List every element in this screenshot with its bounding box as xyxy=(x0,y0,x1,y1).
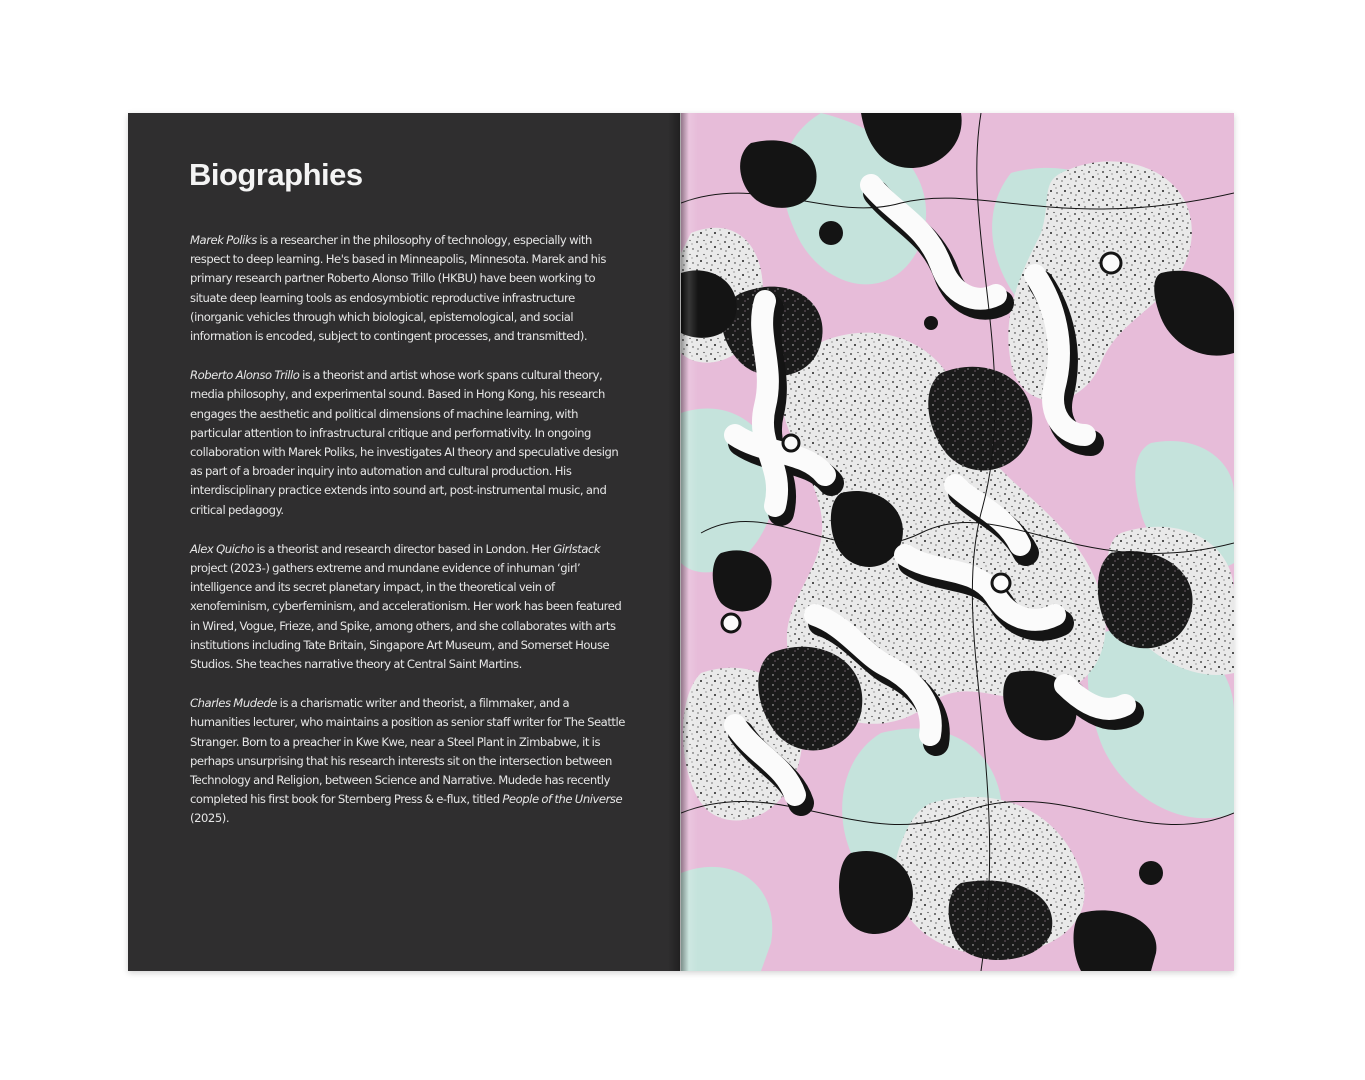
left-page xyxy=(128,113,680,971)
bio-text: project (2023-) gathers extreme and mundane evidence of inhuman ‘girl’ intelligence and its secret planetary impact, in the theoretical vein of xenofeminism, cyberfeminism, and accelerationism. Her work has been featured in Wired, Vogue, Frieze, and Spike, among others, and she collaborates with arts institutions including Tate Britain, Singapore Art Museum, and Somerset House Studios. She teaches narrative theory at Central Saint Martins. xyxy=(190,561,622,672)
project-title: Girlstack xyxy=(553,541,601,556)
book-title: People of the Universe xyxy=(502,792,623,807)
biographies-list xyxy=(190,231,630,849)
booklet-spread xyxy=(128,113,1234,971)
bio-name: Roberto Alonso Trillo xyxy=(190,368,300,383)
abstract-blob-artwork xyxy=(681,113,1234,971)
page-title: Biographies xyxy=(189,157,363,192)
bio-marek-poliks xyxy=(190,231,630,346)
bio-text: is a researcher in the philosophy of technology, especially with respect to deep learning. He's based in Minneapolis, Minnesota. Marek and his primary research partner Roberto Alonso Trillo (HKBU) have been working to situate deep learning tools as endosymbiotic reproductive infrastructure (inorganic vehicles through which biological, epistemological, and social information is encoded, subject to contingent processes, and transmitted). xyxy=(190,233,606,344)
right-page-artwork xyxy=(681,113,1234,971)
bio-text: is a theorist and artist whose work spans cultural theory, media philosophy, and experimental sound. Based in Hong Kong, his research engages the aesthetic and political dimensions of machine learning, with particular attention to infrastructural critique and performativity. In ongoing collaboration with Marek Poliks, he investigates AI theory and speculative design as part of a broader inquiry into automation and cultural production. His interdisciplinary practice extends into sound art, post-instrumental music, and critical pedagogy. xyxy=(190,368,619,517)
bio-charles-mudede xyxy=(190,694,630,828)
bio-text: (2025). xyxy=(190,811,230,826)
bio-roberto-alonso-trillo xyxy=(190,366,630,520)
bio-name: Marek Poliks xyxy=(190,233,257,247)
bio-text: is a theorist and research director based in London. Her xyxy=(253,541,554,556)
bio-name: Alex Quicho xyxy=(190,541,254,556)
bio-text: is a charismatic writer and theorist, a filmmaker, and a humanities lecturer, who maintains a position as senior staff writer for The Seattle Stranger. Born to a preacher in Kwe Kwe, near a Steel Plant in Zimbabwe, it is perhaps unsurprising that his research interests sit on the intersection between Technology and Religion, between Science and Narrative. Mudede has recently completed his first book for Sternberg Press & e-flux, titled xyxy=(190,696,625,807)
bio-name: Charles Mudede xyxy=(190,696,277,711)
bio-alex-quicho xyxy=(190,540,630,674)
